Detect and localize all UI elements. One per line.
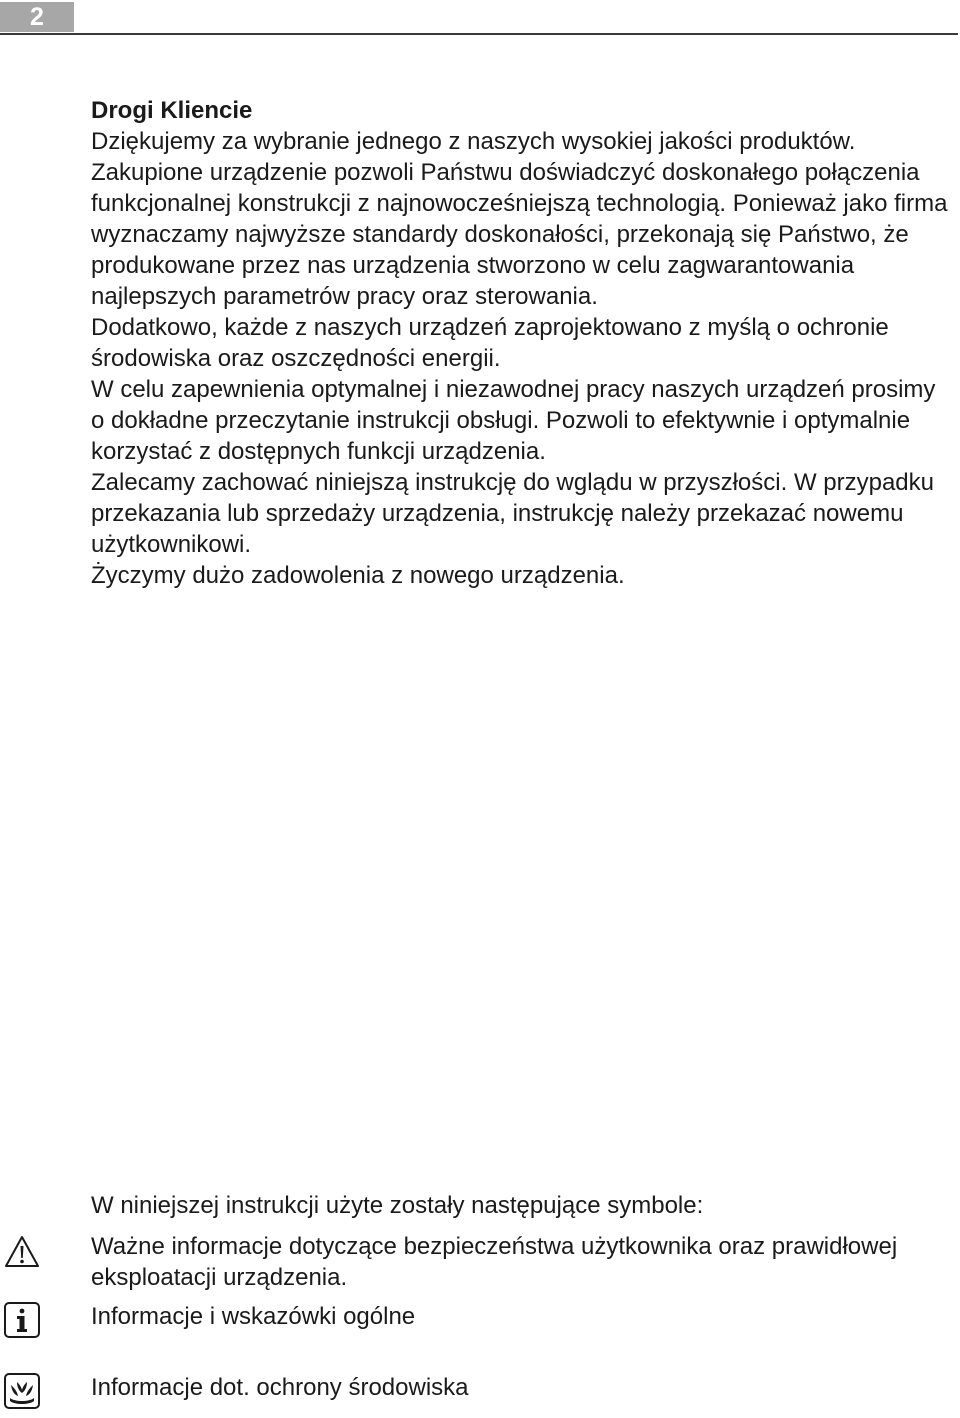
header-rule bbox=[0, 33, 958, 35]
symbol-text-info: Informacje i wskazówki ogólne bbox=[91, 1303, 416, 1330]
intro-paragraph: Dziękujemy za wybranie jednego z naszych wysokiej jakości produktów. Zakupione urządzenie pozwoli Państwu doświadczyć doskonałego połączenia funkcjonalnej konstrukcji z najnowocześniejszą technologią. Ponieważ jako firma wyznaczamy najwyższe standardy doskonałości, przekonają się Państwo, że produkowane przez nas urządzenia stworzono w celu zagwarantowania najlepszych parametrów pracy oraz sterowania. bbox=[91, 128, 948, 310]
info-icon bbox=[3, 1301, 41, 1339]
intro-paragraph: Zalecamy zachować niniejszą instrukcję do wglądu w przyszłości. W przypadku przekazania lub sprzedaży urządzenia, instrukcję należy przekazać nowemu użytkownikowi. bbox=[91, 469, 934, 558]
page-number: 2 bbox=[30, 3, 44, 31]
page-number-badge bbox=[0, 2, 74, 32]
warning-triangle-icon bbox=[3, 1233, 41, 1271]
symbols-intro: W niniejszej instrukcji użyte zostały następujące symbole: bbox=[91, 1192, 704, 1219]
symbol-text-environment: Informacje dot. ochrony środowiska bbox=[91, 1374, 469, 1401]
environment-icon bbox=[3, 1372, 41, 1410]
intro-paragraph: Dodatkowo, każde z naszych urządzeń zaprojektowano z myślą o ochronie środowiska oraz oszczędności energii. bbox=[91, 314, 889, 372]
intro-paragraph: W celu zapewnienia optymalnej i niezawodnej pracy naszych urządzeń prosimy o dokładne przeczytanie instrukcji obsługi. Pozwoli to efektywnie i optymalnie korzystać z dostępnych funkcji urządzenia. bbox=[91, 376, 936, 465]
intro-paragraph: Życzymy dużo zadowolenia z nowego urządzenia. bbox=[91, 562, 625, 589]
intro-heading: Drogi Kliencie bbox=[91, 97, 253, 124]
intro-section bbox=[91, 95, 951, 591]
symbol-text-warning: Ważne informacje dotyczące bezpieczeństwa użytkownika oraz prawidłowej eksploatacji urządzenia. bbox=[91, 1233, 898, 1291]
